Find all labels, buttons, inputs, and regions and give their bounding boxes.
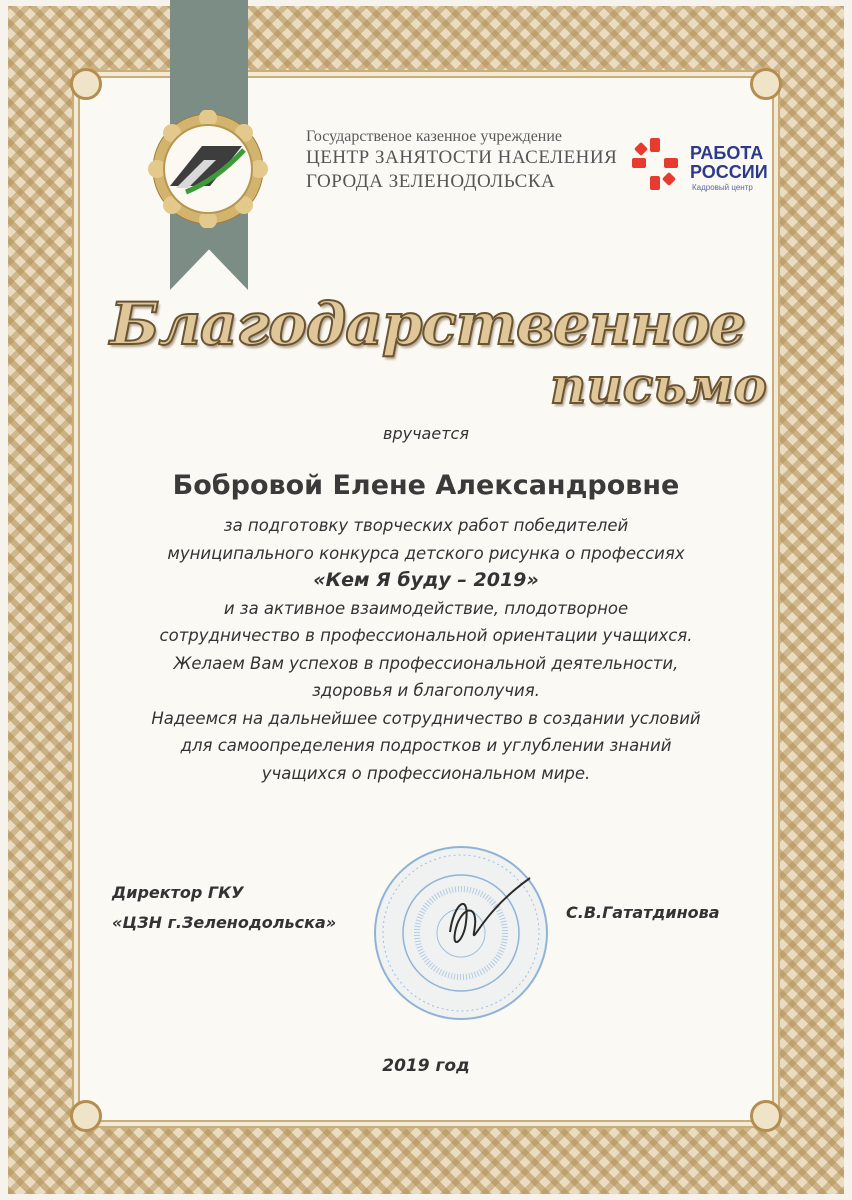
position-line1: Директор ГКУ: [112, 883, 244, 902]
partner-logo-subtitle: Кадровый центр: [692, 183, 753, 192]
body-line: Желаем Вам успехов в профессиональной деятельности,: [173, 653, 679, 673]
recipient-name: Бобровой Елене Александровне: [172, 470, 680, 501]
corner-ornament: [70, 68, 102, 100]
org-name-line2: ГОРОДА ЗЕЛЕНОДОЛЬСКА: [306, 171, 556, 192]
corner-ornament: [70, 1100, 102, 1132]
body-line: для самоопределения подростков и углублении знаний: [180, 736, 672, 755]
body-line: сотрудничество в профессиональной ориентации учащихся.: [159, 626, 693, 645]
certificate-year: 2019 год: [382, 1056, 470, 1076]
body-line: Надеемся на дальнейшее сотрудничество в создании условий: [151, 708, 701, 728]
signatory-name: С.В.Гататдинова: [566, 903, 720, 922]
body-line: учащихся о профессиональном мире.: [261, 763, 591, 783]
body-line: здоровья и благополучия.: [312, 681, 540, 700]
signatory-position: [112, 878, 336, 938]
body-line: муниципального конкурса детского рисунка о профессиях: [167, 543, 685, 563]
org-name-line1: ЦЕНТР ЗАНЯТОСТИ НАСЕЛЕНИЯ: [306, 147, 618, 168]
zelenodolsk-employment-center-emblem-icon: [146, 110, 270, 228]
rabota-rossii-logo-icon: [630, 136, 680, 192]
position-line2: «ЦЗН г.Зеленодольска»: [112, 913, 337, 932]
corner-ornament: [750, 1100, 782, 1132]
certificate-body-text: [100, 512, 752, 787]
official-seal-stamp-icon: [370, 842, 552, 1024]
contest-name: «Кем Я буду – 2019»: [313, 569, 539, 591]
body-line: за подготовку творческих работ победителей: [223, 516, 629, 535]
corner-ornament: [750, 68, 782, 100]
presented-label: вручается: [383, 424, 469, 443]
partner-logo-line1: РАБОТА: [690, 143, 764, 163]
organization-name: [306, 128, 636, 194]
body-line: и за активное взаимодействие, плодотворное: [223, 598, 629, 618]
certificate-title-line2: письмо: [550, 356, 768, 415]
partner-logo-line2: РОССИИ: [690, 162, 768, 182]
partner-logo-text: [690, 144, 768, 182]
certificate-title-line1: Благодарственное: [110, 290, 746, 358]
org-type: Государственое казенное учреждение: [306, 128, 563, 145]
